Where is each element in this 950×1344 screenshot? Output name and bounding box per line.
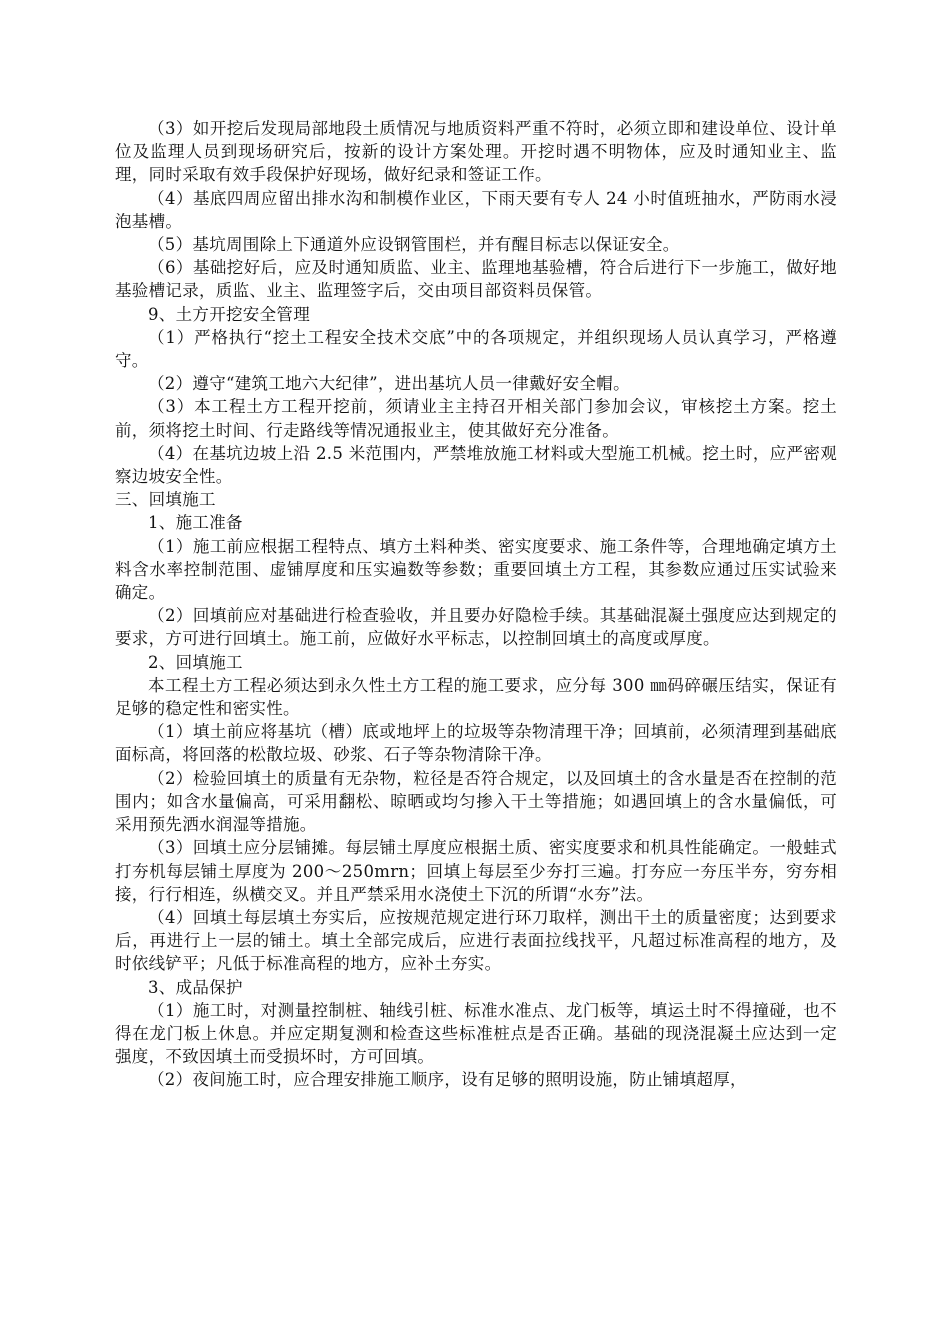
paragraph-backfill-4: （4）回填土每层填土夯实后，应按规范规定进行环刀取样，测出干土的质量密度；达到要求后，再进行上一层的铺土。填土全部完成后，应进行表面拉线找平，凡超过标准高程的地方，及时依线铲平；凡低于标准高程的地方，应补土夯实。	[115, 907, 837, 974]
heading-preparation: 1、施工准备	[148, 513, 243, 533]
paragraph-safety-1: （1）严格执行“挖土工程安全技术交底”中的各项规定，并组织现场人员认真学习，严格遵守。	[115, 327, 837, 371]
paragraph-safety-2: （2）遵守“建筑工地六大纪律”，进出基坑人员一律戴好安全帽。	[148, 374, 630, 394]
paragraph-backfill-1: （1）填土前应将基坑（槽）底或地坪上的垃圾等杂物清理干净；回填前，必须清理到基础底面标高，将回落的松散垃圾、砂浆、石子等杂物清除干净。	[115, 722, 837, 765]
paragraph-4-drainage: （4）基底四周应留出排水沟和制模作业区，下雨天要有专人 24 小时值班抽水，严防雨水浸泡基槽。	[115, 188, 837, 231]
paragraph-protection-1: （1）施工时，对测量控制桩、轴线引桩、标准水准点、龙门板等，填运土时不得撞碰，也不得在龙门板上休息。并应定期复测和检查这些标准桩点是否正确。基础的现浇混凝土应达到一定强度，不致因填土而受损坏时，方可回填。	[115, 1000, 837, 1067]
heading-backfill: 三、回填施工	[115, 490, 216, 510]
paragraph-5-guardrail: （5）基坑周围除上下通道外应设钢管围栏，并有醒目标志以保证安全。	[148, 235, 680, 255]
paragraph-3-unexpected-soil: （3）如开挖后发现局部地段土质情况与地质资料严重不符时，必须立即和建设单位、设计单位及监理人员到现场研究后，按新的设计方案处理。开挖时遇不明物体，应及时通知业主、监理，同时采取有效手段保护好现场，做好纪录和签证工作。	[115, 119, 837, 185]
paragraph-6-inspection: （6）基础挖好后，应及时通知质监、业主、监理地基验槽，符合后进行下一步施工，做好地基验槽记录，质监、业主、监理签字后，交由项目部资料员保管。	[115, 258, 837, 301]
paragraph-safety-3: （3）本工程土方工程开挖前，须请业主主持召开相关部门参加会议，审核挖土方案。挖土前，须将挖土时间、行走路线等情况通报业主，使其做好充分准备。	[115, 397, 837, 440]
paragraph-backfill-2: （2）检验回填土的质量有无杂物，粒径是否符合规定，以及回填土的含水量是否在控制的范围内；如含水量偏高，可采用翻松、晾晒或均匀掺入干土等措施；如遇回填上的含水量偏低，可采用预先洒水润湿等措施。	[115, 768, 837, 835]
document-body	[115, 117, 837, 1092]
paragraph-protection-2: （2）夜间施工时，应合理安排施工顺序，设有足够的照明设施，防止铺填超厚，	[148, 1070, 747, 1090]
paragraph-prep-2: （2）回填前应对基础进行检查验收，并且要办好隐检手续。其基础混凝土强度应达到规定的要求，方可进行回填土。施工前，应做好水平标志，以控制回填土的高度或厚度。	[115, 606, 837, 649]
heading-product-protection: 3、成品保护	[148, 977, 243, 997]
heading-backfill-construction: 2、回填施工	[148, 652, 243, 672]
paragraph-backfill-3: （3）回填土应分层铺摊。每层铺土厚度应根据土质、密实度要求和机具性能确定。一般蛙式打夯机每层铺土厚度为 200～250mrn；回填上每层至少夯打三遍。打夯应一夯压半夯，穷夯相接，行行相连，纵横交叉。并且严禁采用水浇使土下沉的所谓“水夯”法。	[115, 838, 837, 904]
heading-excavation-safety: 9、土方开挖安全管理	[148, 304, 310, 324]
paragraph-safety-4: （4）在基坑边坡上沿 2.5 米范围内，严禁堆放施工材料或大型施工机械。挖土时，应严密观察边坡安全性。	[115, 443, 837, 487]
paragraph-prep-1: （1）施工前应根据工程特点、填方土料种类、密实度要求、施工条件等，合理地确定填方土料含水率控制范围、虚铺厚度和压实遍数等参数；重要回填土方工程，其参数应通过压实试验来确定。	[115, 536, 837, 603]
paragraph-backfill-intro: 本工程土方工程必须达到永久性土方工程的施工要求，应分每 300 ㎜码碎碾压结实，保证有足够的稳定性和密实性。	[115, 675, 837, 719]
